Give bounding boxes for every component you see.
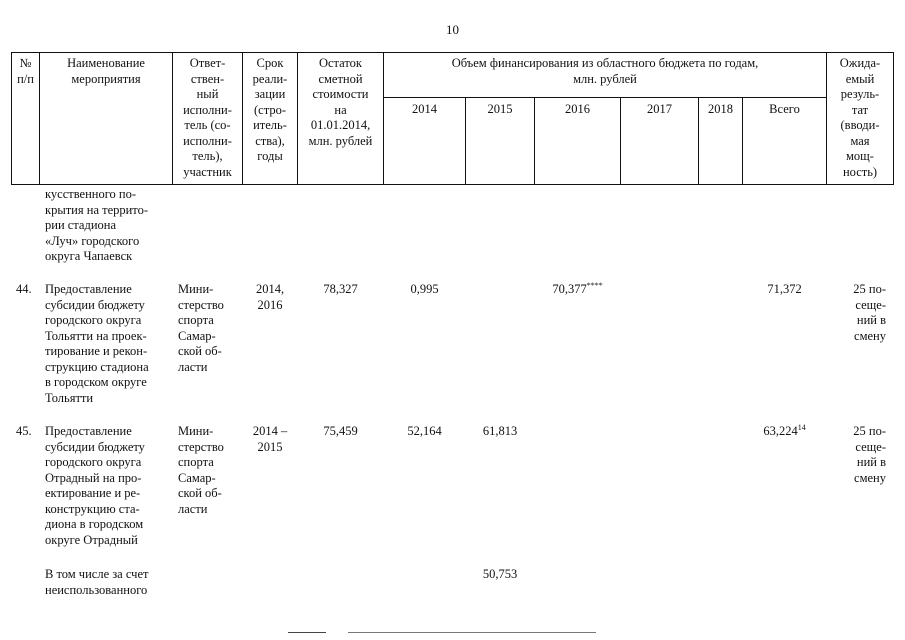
row-remainder: 75,459: [323, 424, 358, 438]
header-executor: Ответ- ствен- ный исполни- тель (со- исполни- тель), участник: [183, 56, 232, 179]
header-remainder: Остаток сметной стоимости на 01.01.2014, млн. рублей: [308, 56, 373, 148]
header-year-2015: 2015: [487, 102, 513, 116]
row-2016: [535, 282, 620, 298]
header-year-2014: 2014: [412, 102, 437, 116]
including-2015: 50,753: [482, 567, 518, 581]
including-name: В том числе за счет неиспользованного: [45, 567, 149, 597]
years-header-divider: [383, 97, 826, 98]
row-total-value: 63,224: [763, 424, 798, 438]
row-2015: 61,813: [482, 424, 518, 438]
header-term: Срок реали- зации (стро- итель- ства), годы: [252, 56, 288, 163]
row-2016-value: 70,377: [552, 282, 587, 296]
header-total: Всего: [769, 102, 800, 116]
page-number: 10: [446, 22, 459, 37]
header-year-2018: 2018: [708, 102, 733, 116]
header-financing: Объем финансирования из областного бюджета по годам, млн. рублей: [451, 56, 759, 86]
row-total-value: 71,372: [767, 282, 802, 296]
header-year-2017: 2017: [647, 102, 672, 116]
header-bottom-border: [11, 184, 894, 185]
footnote-separator: [288, 632, 326, 633]
row-executor: Мини- стерство спорта Самар- ской об- ласти: [178, 424, 224, 516]
footnote-mark: ****: [586, 280, 603, 290]
row-num: 44.: [16, 282, 32, 296]
header-year-2016: 2016: [565, 102, 590, 116]
header-name: Наименование мероприятия: [67, 56, 145, 86]
row-num: 45.: [16, 424, 32, 438]
row-term: 2014 – 2015: [252, 424, 288, 454]
row-result: 25 по- сеще- ний в смену: [853, 424, 886, 485]
col-divider: [893, 52, 894, 185]
row-total: [743, 424, 826, 440]
row-2014: 52,164: [407, 424, 442, 438]
continuation-name: кусственного по- крытия на террито- рии стадиона «Луч» городского округа Чапаевск: [45, 187, 149, 263]
row-total: [743, 282, 826, 298]
row-name: Предоставление субсидии бюджету городского округа Тольятти на проек- тирование и рекон- струкцию стадиона в городском округе Тольятти: [45, 282, 149, 405]
footnote-separator: [348, 632, 596, 633]
row-remainder: 78,327: [323, 282, 358, 296]
row-term: 2014, 2016: [255, 282, 285, 312]
table-top-border: [11, 52, 894, 53]
header-num: № п/п: [17, 56, 34, 86]
header-result: Ожида- емый резуль- тат (вводи- мая мощ- ность): [839, 56, 881, 179]
row-name: Предоставление субсидии бюджету городского округа Отрадный на про- ектирование и ре- конструкцию ста- диона в городском округе Отрадный: [45, 424, 145, 547]
row-result: 25 по- сеще- ний в смену: [853, 282, 886, 343]
row-executor: Мини- стерство спорта Самар- ской об- ласти: [178, 282, 224, 374]
footnote-mark: 14: [797, 422, 806, 432]
row-2014: 0,995: [410, 282, 439, 296]
